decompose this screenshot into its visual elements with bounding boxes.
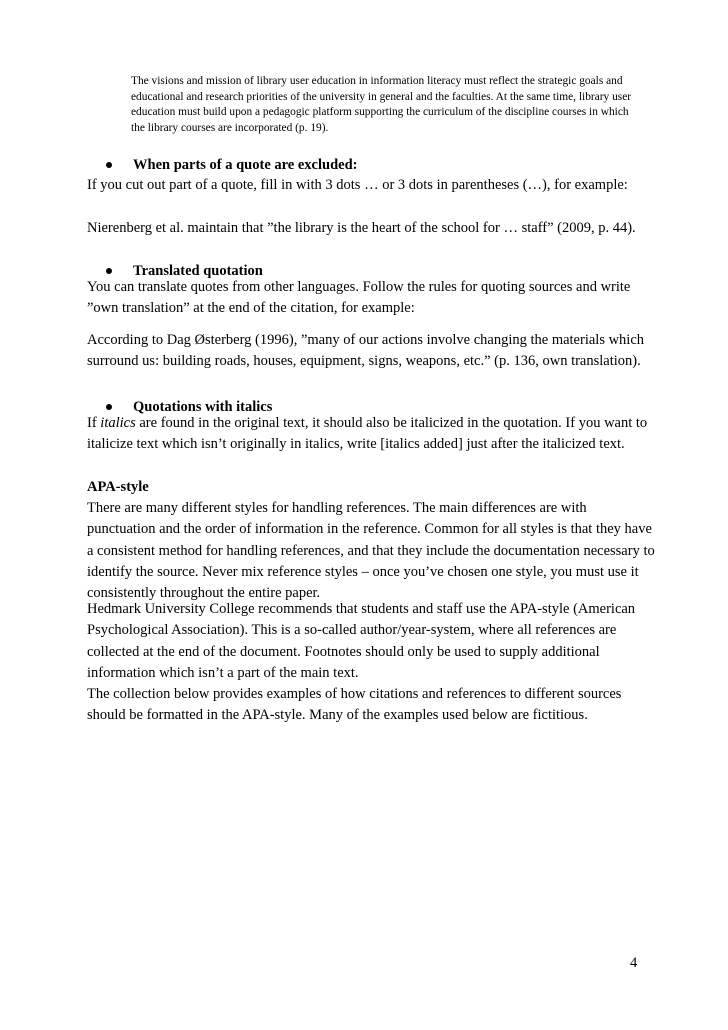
heading-apa-style: APA-style (87, 479, 149, 495)
paragraph-translated-1: You can translate quotes from other languages. Follow the rules for quoting sources and write ”own translation” at the end of the citation, for example: (87, 279, 631, 317)
paragraph-excluded-2: Nierenberg et al. maintain that ”the library is the heart of the school for … staff” (2009, p. 44). (87, 220, 636, 236)
italics-prefix: If (87, 415, 101, 431)
bullet-icon (106, 268, 112, 274)
page-number: 4 (630, 955, 638, 971)
bullet-icon (106, 404, 112, 410)
paragraph-apa-1: There are many different styles for handling references. The main differences are with punctuation and the order of information in the reference. Common for all styles is that they have a consistent method for handling references, and that they include the documentation necessary to identify the source. Never mix reference styles – once you’ve chosen one style, you must use it consistently throughout the entire paper. (87, 500, 655, 602)
block-quote: The visions and mission of library user education in information literacy must reflect the strategic goals and educational and research priorities of the university in general and the faculties. At the same time, library user education must build upon a pedagogic platform supporting the curriculum of the discipline courses in which the library courses are incorporated (p. 19). (131, 75, 632, 134)
paragraph-apa-2: Hedmark University College recommends that students and staff use the APA-style (American Psychological Association). This is a so-called author/year-system, where all references are collected at the end of the document. Footnotes should only be used to supply additional information which isn’t a part of the main text. (87, 601, 636, 681)
paragraph-translated-2: According to Dag Østerberg (1996), ”many of our actions involve changing the materials which surround us: building roads, houses, equipment, signs, weapons, etc.” (p. 136, own translation). (87, 332, 645, 370)
italics-suffix: are found in the original text, it should also be italicized in the quotation. If you want to italicize text which isn’t originally in italics, write [italics added] just after the italicized text. (87, 415, 648, 453)
paragraph-excluded-1: If you cut out part of a quote, fill in with 3 dots … or 3 dots in parentheses (…), for example: (87, 177, 628, 193)
bullet-icon (106, 162, 112, 168)
paragraph-italics (87, 413, 657, 456)
heading-translated: Translated quotation (133, 263, 263, 279)
heading-excluded: When parts of a quote are excluded: (133, 157, 358, 173)
italics-word: italics (100, 415, 136, 431)
heading-italics: Quotations with italics (133, 399, 273, 415)
paragraph-apa-3: The collection below provides examples of how citations and references to different sources should be formatted in the APA-style. Many of the examples used below are fictitious. (87, 686, 622, 724)
